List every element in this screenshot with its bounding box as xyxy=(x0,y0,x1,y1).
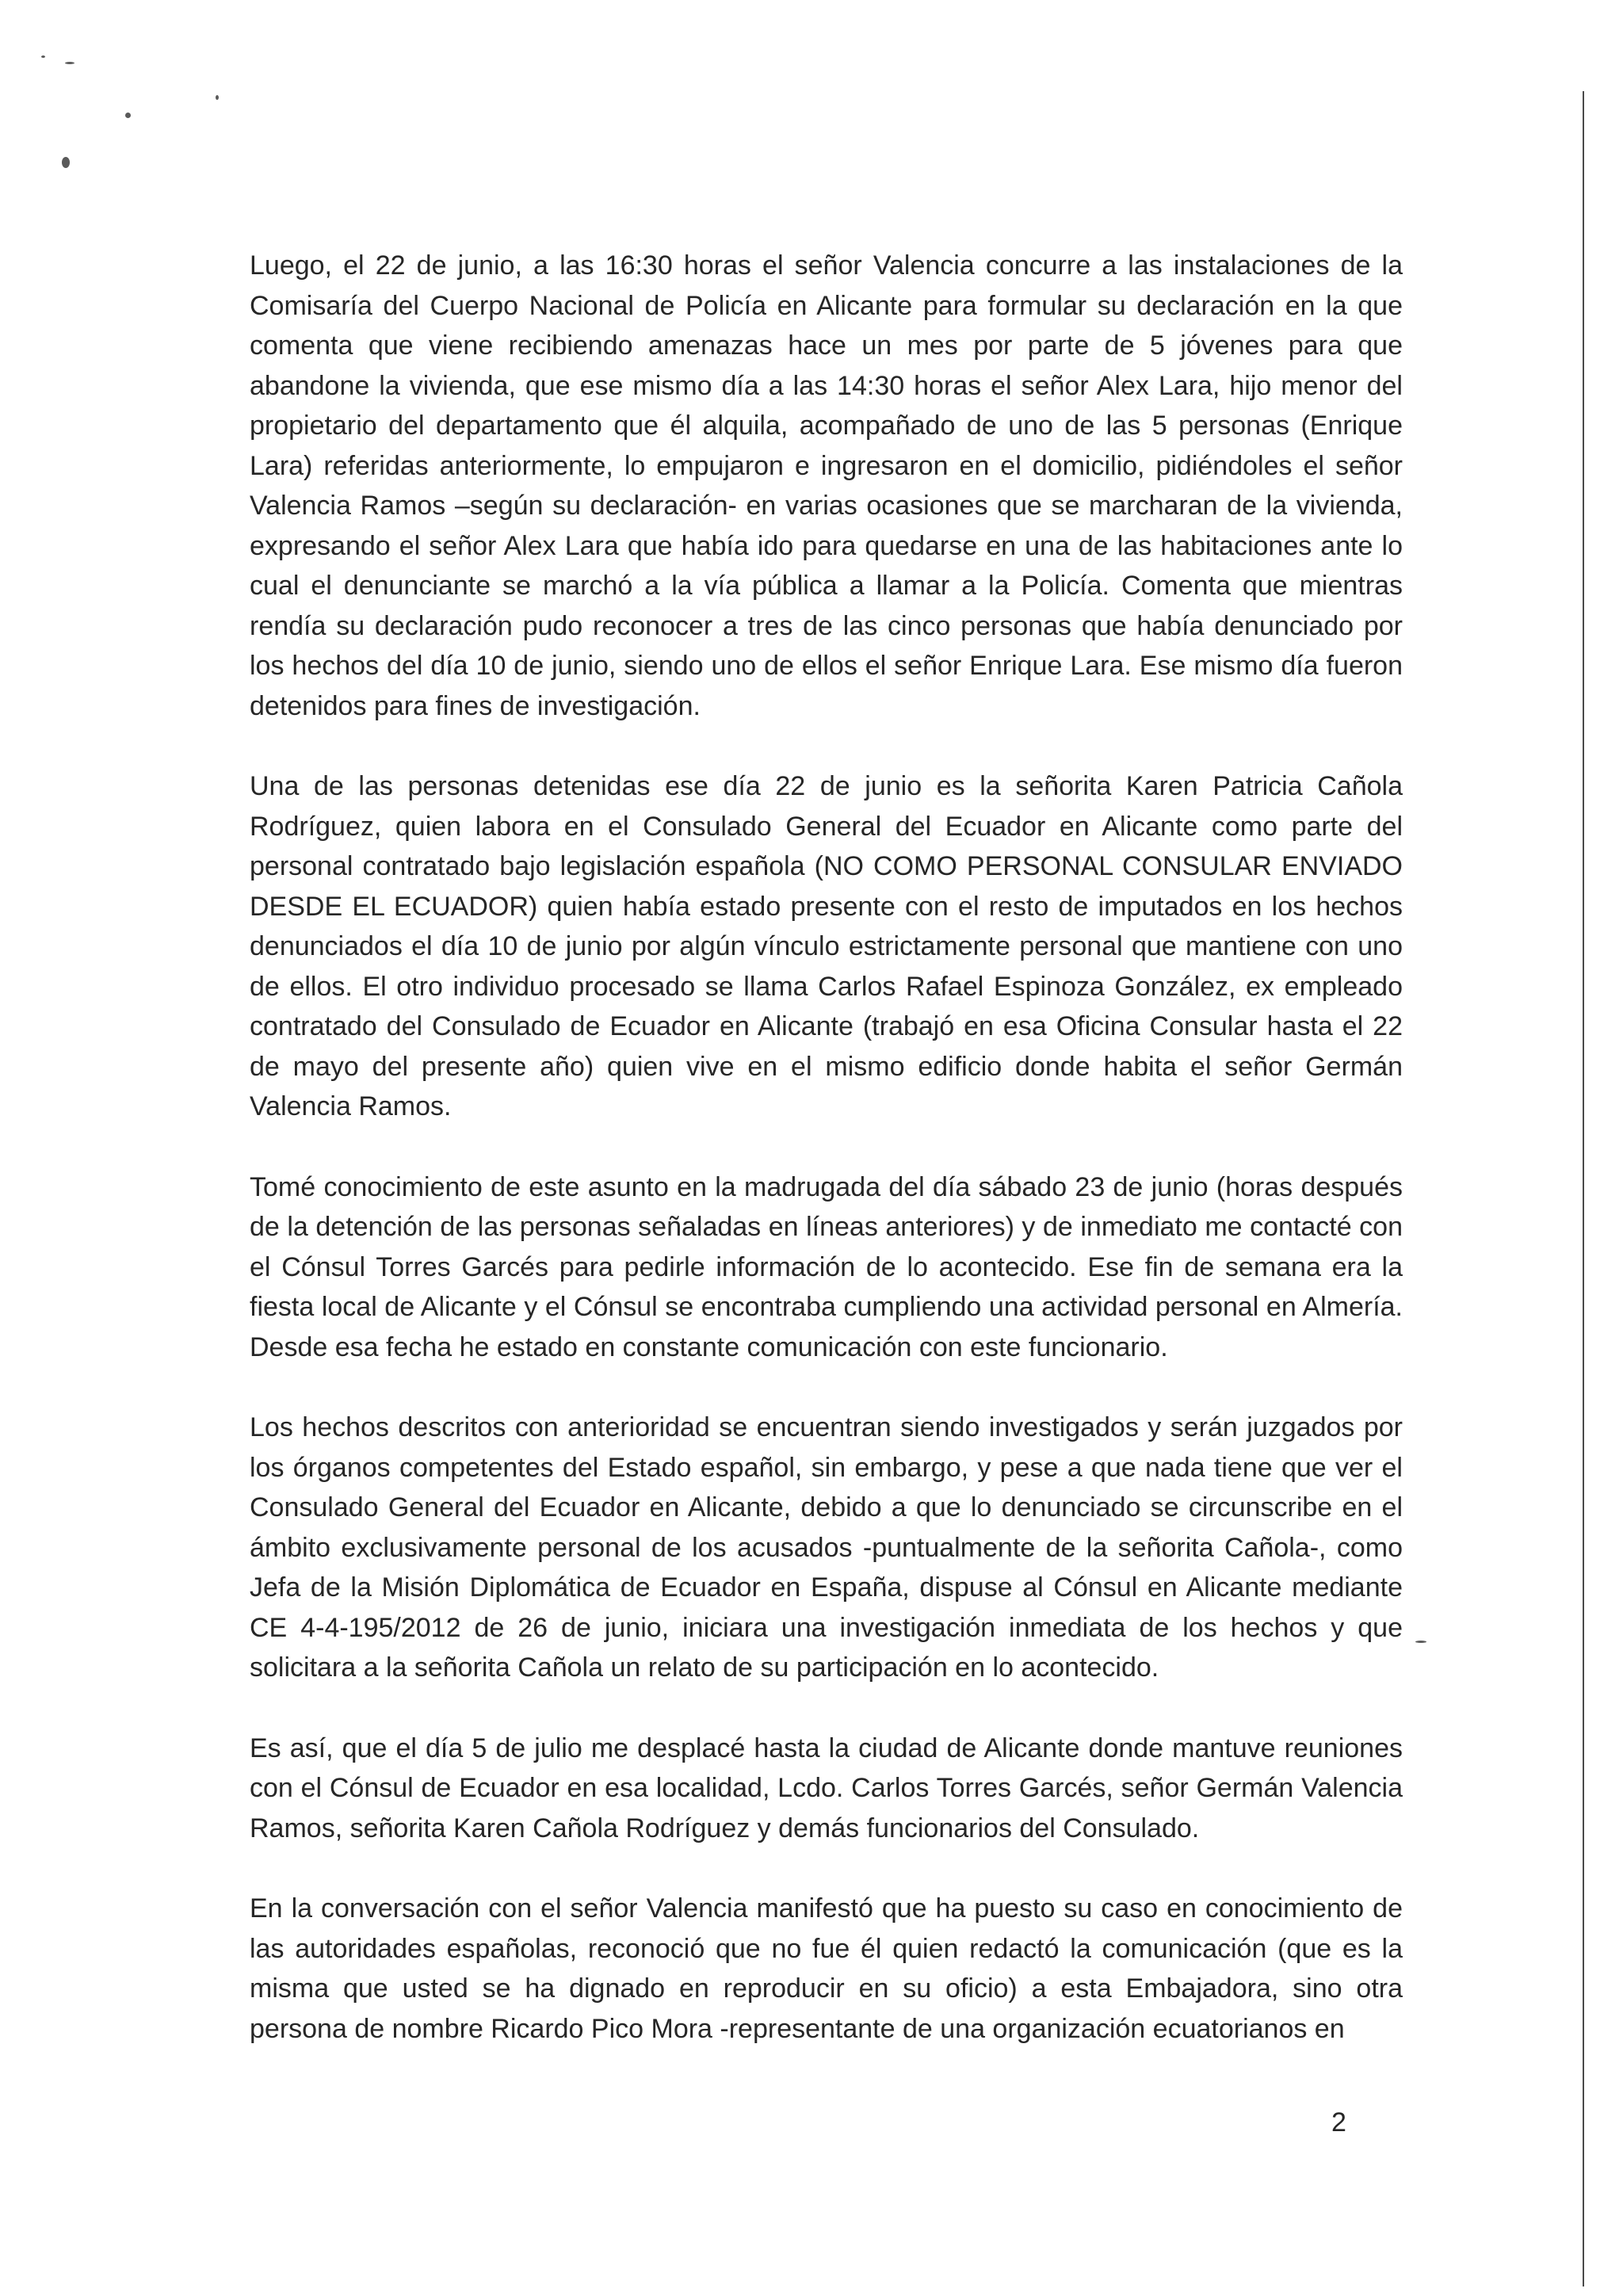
scan-margin-line xyxy=(1583,91,1584,2286)
paragraph: En la conversación con el señor Valencia manifestó que ha puesto su caso en conocimiento de las autoridades españolas, reconoció que no fue él quien redactó la comunicación (que es la misma que usted se ha dignado en reproducir en su oficio) a esta Embajadora, sino otra persona de nombre Ricardo Pico Mora -representante de una organización ecuatorianos en xyxy=(250,1893,1403,2044)
body-text xyxy=(250,246,1403,2089)
page-number: 2 xyxy=(1331,2107,1346,2137)
scan-speck xyxy=(65,62,74,64)
paragraph: Luego, el 22 de junio, a las 16:30 horas el señor Valencia concurre a las instalaciones de la Comisaría del Cuerpo Nacional de Policía en Alicante para formular su declaración en la que comenta que viene recibiendo amenazas hace un mes por parte de 5 jóvenes para que abandone la vivienda, que ese mismo día a las 14:30 horas el señor Alex Lara, hijo menor del propietario del departamento que él alquila, acompañado de uno de las 5 personas (Enrique Lara) referidas anteriormente, lo empujaron e ingresaron en el domicilio, pidiéndoles el señor Valencia Ramos –según su declaración- en varias ocasiones que se marcharan de la vivienda, expresando el señor Alex Lara que había ido para quedarse en una de las habitaciones ante lo cual el denunciante se marchó a la vía pública a llamar a la Policía. Comenta que mientras rendía su declaración pudo reconocer a tres de las cinco personas que había denunciado por los hechos del día 10 de junio, siendo uno de ellos el señor Enrique Lara. Ese mismo día fueron detenidos para fines de investigación. xyxy=(250,250,1403,721)
paragraph: Es así, que el día 5 de julio me desplacé hasta la ciudad de Alicante donde mantuve reuniones con el Cónsul de Ecuador en esa localidad, Lcdo. Carlos Torres Garcés, señor Germán Valencia Ramos, señorita Karen Cañola Rodríguez y demás funcionarios del Consulado. xyxy=(250,1733,1403,1843)
scan-speck xyxy=(1415,1641,1426,1643)
scan-speck xyxy=(41,55,45,58)
scan-speck xyxy=(216,95,219,100)
scan-speck xyxy=(125,113,131,118)
paragraph: Una de las personas detenidas ese día 22 de junio es la señorita Karen Patricia Cañola Rodríguez, quien labora en el Consulado General del Ecuador en Alicante como parte del personal contratado bajo legislación española (NO COMO PERSONAL CONSULAR ENVIADO DESDE EL ECUADOR) quien había estado presente con el resto de imputados en los hechos denunciados el día 10 de junio por algún vínculo estrictamente personal que mantiene con uno de ellos. El otro individuo procesado se llama Carlos Rafael Espinoza González, ex empleado contratado del Consulado de Ecuador en Alicante (trabajó en esa Oficina Consular hasta el 22 de mayo del presente año) quien vive en el mismo edificio donde habita el señor Germán Valencia Ramos. xyxy=(250,771,1403,1121)
paragraph: Tomé conocimiento de este asunto en la madrugada del día sábado 23 de junio (horas después de la detención de las personas señaladas en líneas anteriores) y de inmediato me contacté con el Cónsul Torres Garcés para pedirle información de lo acontecido. Ese fin de semana era la fiesta local de Alicante y el Cónsul se encontraba cumpliendo una actividad personal en Almería. Desde esa fecha he estado en constante comunicación con este funcionario. xyxy=(250,1171,1403,1362)
scan-speck xyxy=(62,157,70,168)
paragraph: Los hechos descritos con anterioridad se encuentran siendo investigados y serán juzgados por los órganos competentes del Estado español, sin embargo, y pese a que nada tiene que ver el Consulado General del Ecuador en Alicante, debido a que lo denunciado se circunscribe en el ámbito exclusivamente personal de los acusados -puntualmente de la señorita Cañola-, como Jefa de la Misión Diplomática de Ecuador en España, dispuse al Cónsul en Alicante mediante CE 4-4-195/2012 de 26 de junio, iniciara una investigación inmediata de los hechos y que solicitara a la señorita Cañola un relato de su participación en lo acontecido. xyxy=(250,1412,1403,1683)
